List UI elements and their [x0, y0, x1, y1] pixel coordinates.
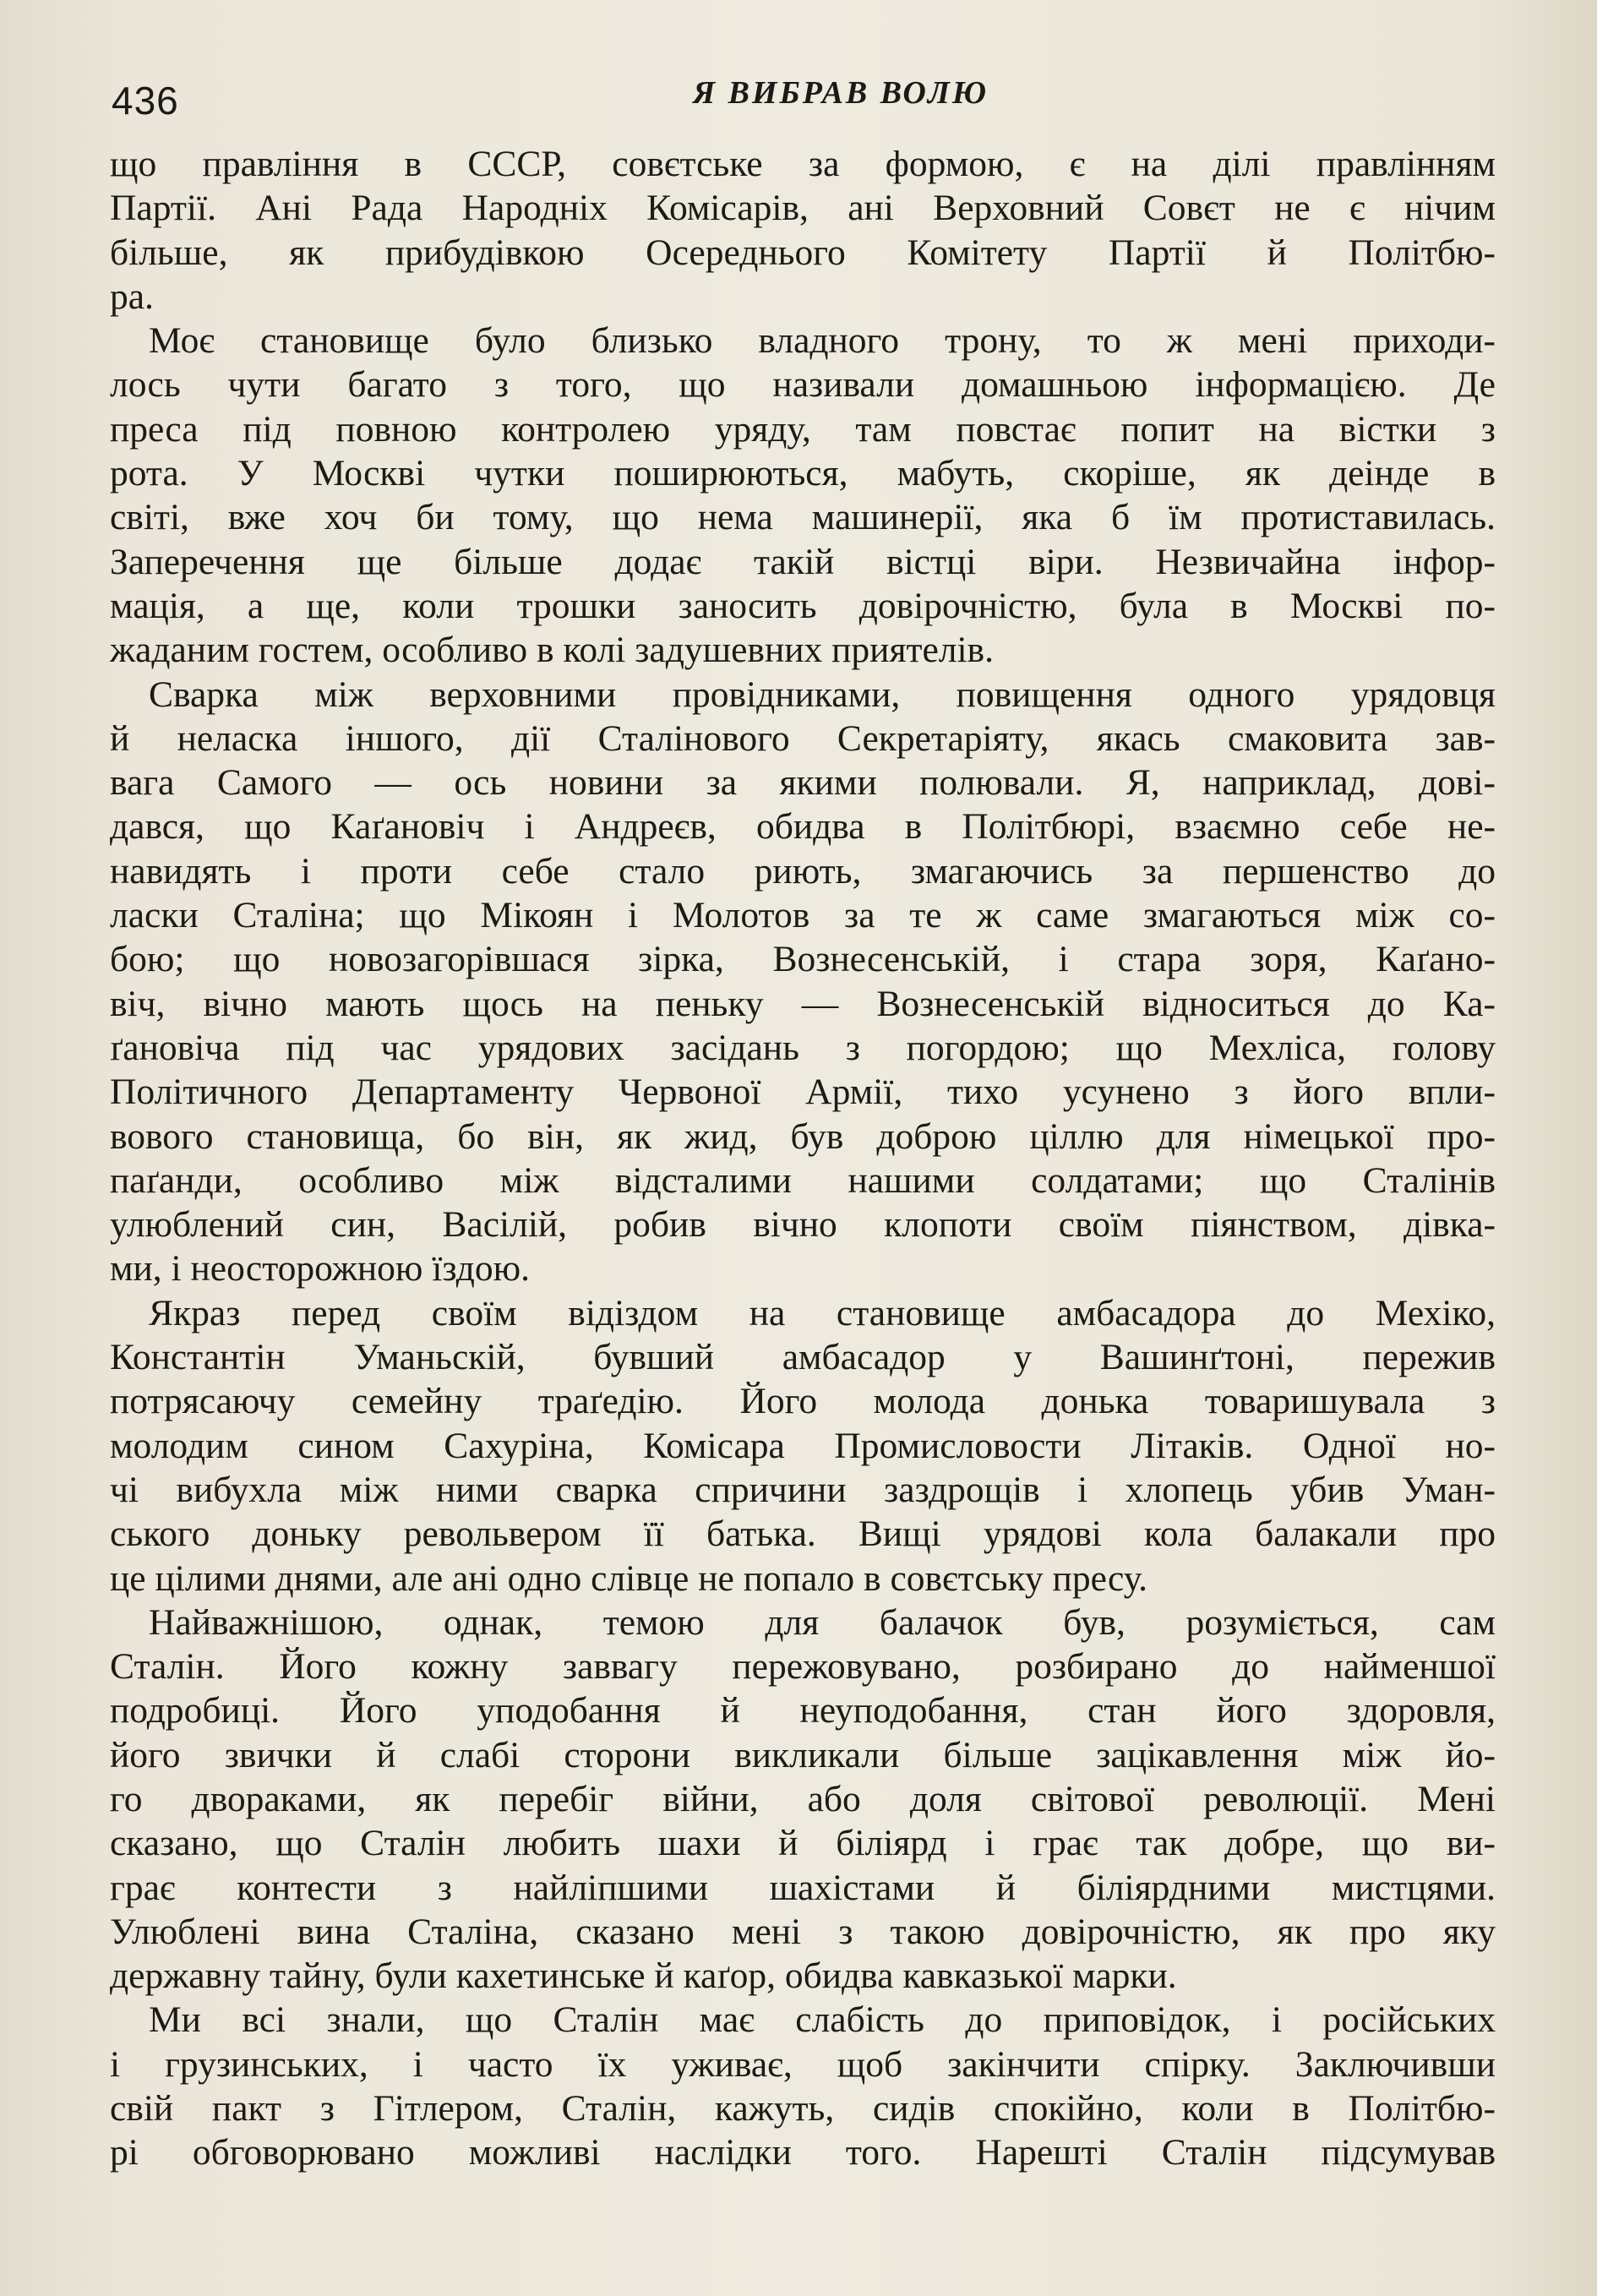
text-line: рі обговорювано можливі наслідки того. Нарешті Сталін підсумував — [110, 2132, 1496, 2173]
text-line: й неласка іншого, дії Сталінового Секретаріяту, якась смаковита зав- — [110, 717, 1496, 759]
text-line: Сварка між верховними провідниками, повищення одного урядовця — [149, 674, 1496, 715]
body-text — [110, 142, 1496, 2175]
text-line: лось чути багато з того, що називали домашньою інформацією. Де — [110, 364, 1496, 406]
text-line: преса під повною контролею уряду, там повстає попит на вістки з — [110, 408, 1496, 450]
text-line: Якраз перед своїм відіздом на становище амбасадора до Мехіко, — [149, 1292, 1496, 1333]
text-line: Заперечення ще більше додає такій вістці віри. Незвичайна інфор- — [110, 541, 1496, 582]
page-number: 436 — [112, 79, 179, 123]
text-line: ського доньку револьвером її батька. Вищі урядові кола балакали про — [110, 1513, 1496, 1555]
text-line: жаданим гостем, особливо в колі задушевних приятелів. — [110, 630, 994, 671]
paragraph — [110, 1998, 1496, 2174]
text-line: Улюблені вина Сталіна, сказано мені з такою довірочністю, як про яку — [110, 1911, 1496, 1952]
text-line: це цілими днями, але ані одно слівце не попало в совєтську пресу. — [110, 1557, 1147, 1599]
text-line: ра. — [110, 275, 154, 317]
text-line: бою; що новозагорівшася зірка, Вознесенській, і стара зоря, Каґано- — [110, 939, 1496, 980]
text-line: ласки Сталіна; що Мікоян і Молотов за те ж саме змагаються між со- — [110, 895, 1496, 936]
text-line: дався, що Каґановіч і Андреєв, обидва в Політбюрі, взаємно себе не- — [110, 806, 1496, 848]
paragraph — [110, 319, 1496, 672]
text-line: і грузинських, і часто їх уживає, щоб закінчити спірку. Заключивши — [110, 2043, 1496, 2085]
text-line: паґанди, особливо між відсталими нашими солдатами; що Сталінів — [110, 1159, 1496, 1201]
text-line: рота. У Москві чутки поширюються, мабуть, скоріше, як деінде в — [110, 453, 1496, 494]
text-line: го двораками, як перебіг війни, або доля світової революції. Мені — [110, 1778, 1496, 1819]
text-line: свій пакт з Гітлером, Сталін, кажуть, сидів спокійно, коли в Політбю- — [110, 2088, 1496, 2130]
text-line: більше, як прибудівкою Осереднього Комітету Партії й Політбю- — [110, 232, 1496, 273]
text-line: грає контести з найліпшими шахістами й біліярдними мистцями. — [110, 1867, 1496, 1908]
page-header — [112, 69, 1494, 128]
text-line: світі, вже хоч би тому, що нема машинерії, яка б їм протиставилась. — [110, 497, 1496, 538]
text-line: Політичного Департаменту Червоної Армії, тихо усунено з його впли- — [110, 1072, 1496, 1113]
text-line: ґановіча під час урядових засідань з погордою; що Мехліса, голову — [110, 1027, 1496, 1068]
text-line: потрясаючу семейну траґедію. Його молода донька товаришувала з — [110, 1381, 1496, 1422]
text-line: вового становища, бо він, як жид, був доброю ціллю для німецької про- — [110, 1115, 1496, 1157]
text-line: Сталін. Його кожну заввагу пережовувано, розбирано до найменшої — [110, 1646, 1496, 1688]
text-line: Моє становище було близько владного трону, то ж мені приходи- — [149, 320, 1496, 362]
text-line: Партії. Ані Рада Народніх Комісарів, ані Верховний Совєт не є нічим — [110, 188, 1496, 229]
text-line: улюблений син, Васілій, робив вічно клопоти своїм піянством, дівка- — [110, 1204, 1496, 1246]
text-line: мація, а ще, коли трошки заносить довірочністю, була в Москві по- — [110, 585, 1496, 626]
text-line: ми, і неосторожною їздою. — [110, 1248, 531, 1290]
text-line: молодим сином Сахуріна, Комісара Промисловости Літаків. Одної но- — [110, 1425, 1496, 1466]
text-line: що правління в СССР, совєтське за формою, є на ділі правлінням — [110, 144, 1496, 184]
text-line: Константін Уманьскій, бувший амбасадор у Вашинґтоні, пережив — [110, 1337, 1496, 1378]
text-line: державну тайну, були кахетинське й каґор, обидва кавказької марки. — [110, 1955, 1177, 1997]
text-line: віч, вічно мають щось на пеньку — Вознесенській відноситься до Ка- — [110, 983, 1496, 1024]
text-line: сказано, що Сталін любить шахи й біліярд і грає так добре, що ви- — [110, 1823, 1496, 1864]
text-line: чі вибухла між ними сварка спричини заздрощів і хлопець убив Уман- — [110, 1469, 1496, 1510]
running-title: Я ВИБРАВ ВОЛЮ — [692, 75, 989, 111]
text-line: подробиці. Його уподобання й неуподобання, стан його здоровля, — [110, 1690, 1496, 1732]
text-line: його звички й слабі сторони викликали більше зацікавлення між йо- — [110, 1734, 1496, 1775]
text-line: вага Самого — ось новини за якими полювали. Я, наприклад, дові- — [110, 762, 1496, 804]
paragraph — [110, 1291, 1496, 1601]
paragraph — [110, 142, 1496, 319]
text-line: навидять і проти себе стало риють, змагаючись за першенство до — [110, 850, 1496, 892]
text-line: Найважнішою, однак, темою для балачок був, розуміється, сам — [149, 1601, 1496, 1643]
paragraph — [110, 673, 1496, 1291]
paragraph — [110, 1601, 1496, 1999]
text-line: Ми всі знали, що Сталін має слабість до приповідок, і російських — [149, 1999, 1496, 2041]
